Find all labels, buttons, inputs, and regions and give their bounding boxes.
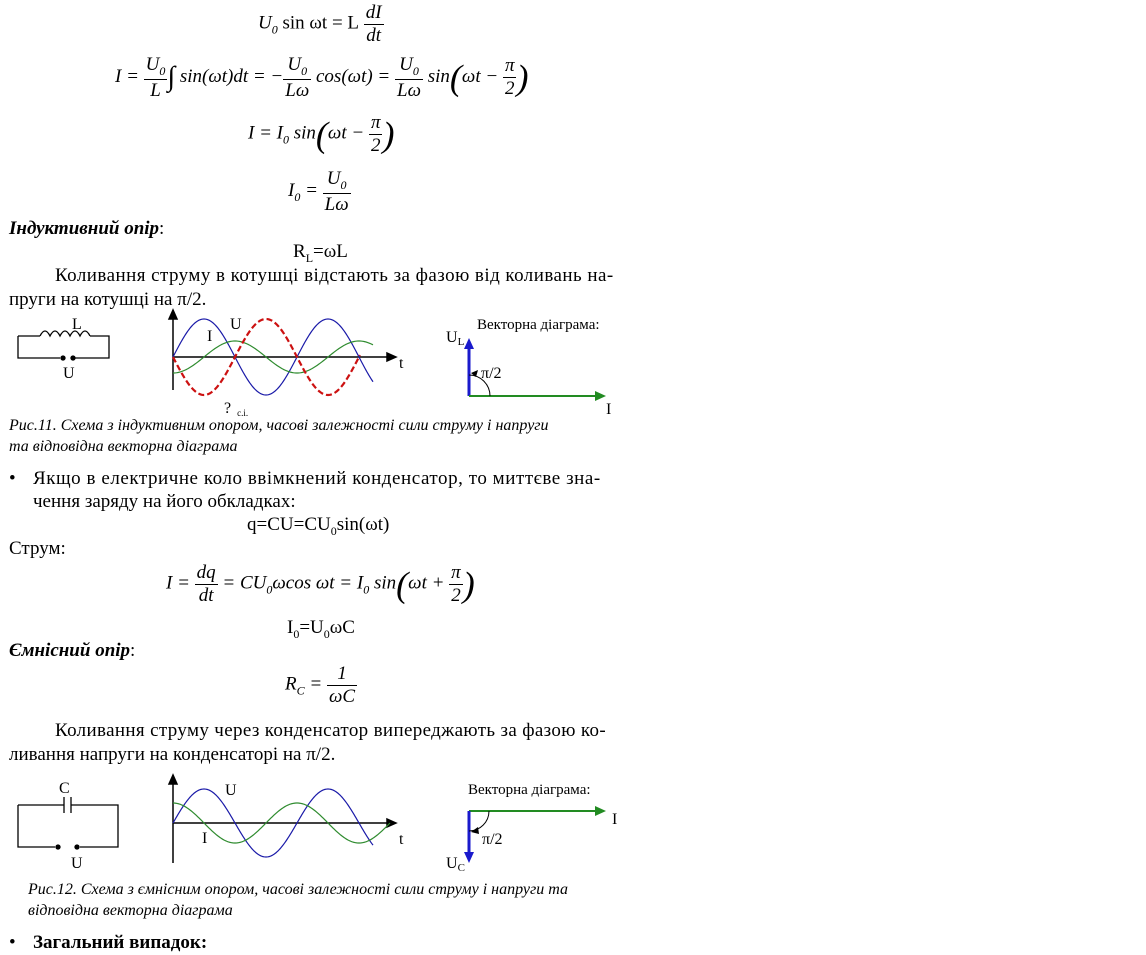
equation-charge: $q=CU=CU_0\sin(\omega t)$	[247, 514, 390, 538]
axis-t-label: t	[399, 355, 404, 372]
vector-u-label: UL	[446, 329, 465, 348]
bullet-capacitor-line2: чення заряду на його обкладках:	[33, 491, 296, 512]
capacitor-label: C	[59, 780, 70, 797]
current-label: Струм:	[9, 538, 66, 559]
equation-rc: $R_C$ = $\frac{1}{\omega C}$	[285, 663, 356, 707]
curve-label-u: U	[225, 782, 237, 799]
paragraph-inductive-line2: пруги на котушці на π/2.	[9, 289, 207, 310]
time-plot-axes	[169, 775, 396, 863]
paragraph-capacitive-line2: ливання напруги на конденсаторі на π/2.	[9, 744, 336, 765]
vector-u-label: UC	[446, 855, 465, 874]
paragraph-inductive-line1: Коливання струму в котушці відстають за фазою від коливань на-	[55, 265, 614, 286]
paragraph-capacitive-line1: Коливання струму через конденсатор випереджають за фазою ко-	[55, 720, 607, 741]
caption-fig11-line1: Рис.11. Схема з індуктивним опором, часові залежності сили струму і напруги	[9, 417, 549, 434]
source-label: U	[71, 855, 83, 872]
vector-i-label: I	[612, 811, 618, 828]
curve-label-i: I	[207, 328, 213, 345]
vector-angle-label: π/2	[481, 365, 502, 382]
bullet-marker: •	[9, 468, 16, 489]
bullet-marker-2: •	[9, 932, 16, 953]
caption-fig12-line2: відповідна векторна діаграма	[28, 902, 233, 919]
equation-current-integral: I = $\frac{U_0}{L}$ ∫ sin(ωt)dt = − $\frac{U_0}{L\omega}$ cos(ωt) = $\frac{U_0}{L\omega}$ sin(ωt − $\frac{\pi}{2}$ )	[115, 54, 529, 101]
vector-angle-label: π/2	[482, 831, 503, 848]
vector-diagram-title: Векторна діаграма:	[468, 782, 591, 798]
source-label: U	[63, 365, 75, 382]
figure-11	[0, 310, 640, 420]
time-plot-axes	[169, 310, 396, 390]
bullet-general-case: Загальний випадок:	[33, 932, 208, 953]
caption-fig11-line2: та відповідна векторна діаграма	[9, 438, 238, 455]
coil-label: L	[72, 316, 82, 333]
equation-i0-capacitor: $I_0=U_0\omega C$	[287, 617, 355, 641]
below-plot-label: ? c.i.	[224, 400, 249, 418]
equation-current-capacitor: I = $\frac{dq}{dt}$ = $CU_0\omega\cos$ $\omega t = I_0$ sin(ωt + $\frac{\pi}{2}$ )	[166, 562, 475, 606]
capacitive-resistance-heading: Ємнісний опір:	[9, 640, 136, 661]
capacitor-circuit	[18, 797, 118, 849]
caption-fig12-line1: Рис.12. Схема з ємнісним опором, часові залежності сили струму і напруги та	[28, 881, 568, 898]
equation-voltage-inductor: $U_0$ sin ωt = L $\frac{dI}{dt}$	[258, 2, 382, 46]
equation-rl: $R_L=\omega L$	[293, 241, 348, 265]
equation-current-phase: $I = I_0$ sin(ωt − $\frac{\pi}{2}$ )	[248, 112, 395, 156]
inductive-resistance-heading: Індуктивний опір:	[9, 218, 165, 239]
curve-label-u: U	[230, 316, 242, 333]
equation-amplitude: $I_0$ = $\frac{U_0}{L\omega}$	[288, 168, 349, 215]
axis-t-label: t	[399, 831, 404, 848]
vector-diagram-title: Векторна діаграма:	[477, 317, 600, 333]
figure-12	[0, 775, 640, 875]
curve-label-i: I	[202, 830, 208, 847]
inductor-circuit	[18, 331, 109, 360]
vector-i-label: I	[606, 401, 612, 418]
bullet-capacitor-line1: Якщо в електричне коло ввімкнений конденсатор, то миттєве зна-	[33, 468, 601, 489]
